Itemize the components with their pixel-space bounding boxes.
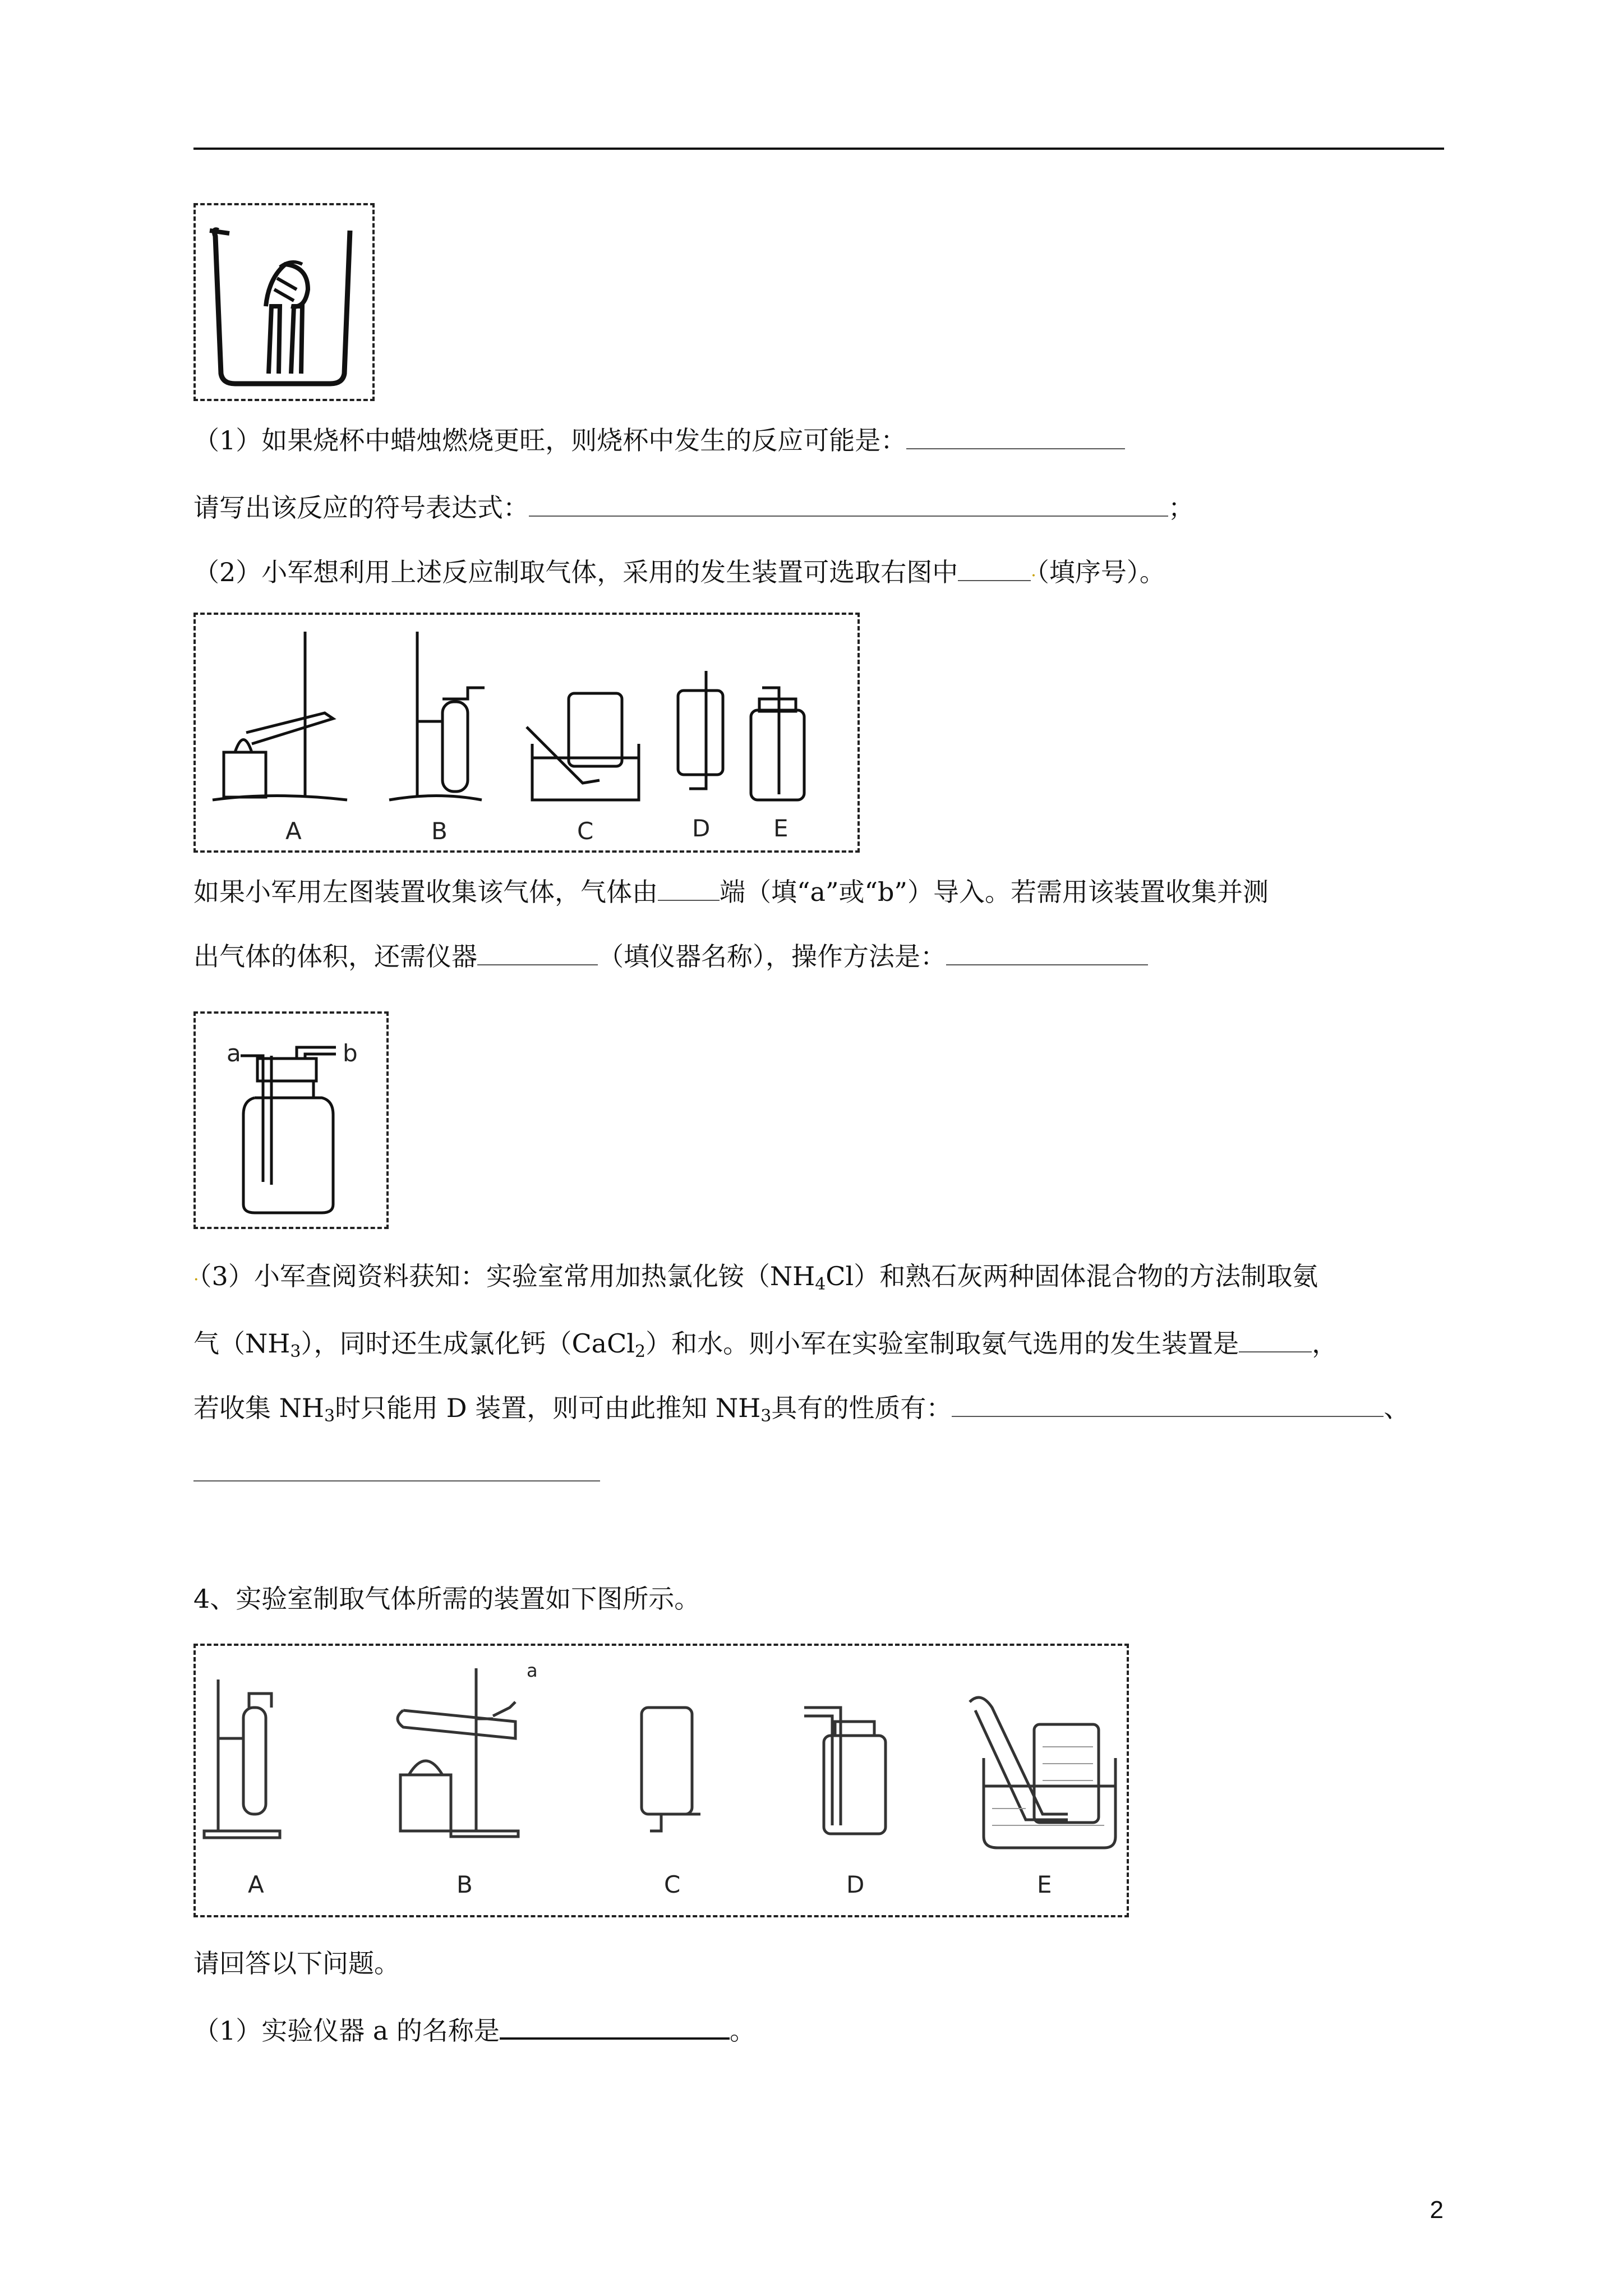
q3-property-text-a: 若收集 NH (193, 1393, 324, 1423)
q3-sub2-text-b: （填序号）。 (1036, 557, 1165, 587)
apparatus-q3-label-e: E (773, 815, 789, 842)
q3-ammonia-sub2: 2 (635, 1342, 646, 1361)
stray-dot: · (1031, 566, 1036, 586)
q3-sub3-text-b: Cl）和熟石灰两种固体混合物的方法制取氨 (826, 1261, 1318, 1291)
q3-sub3-line (193, 1259, 1318, 1301)
q3-property-text-b: 时只能用 D 装置，则可由此推知 NH (335, 1393, 761, 1423)
q3-collect-text-b: 端（填“a”或“b”）导入。若需用该装置收集并测 (720, 877, 1269, 907)
bottle-drawing (196, 1014, 386, 1227)
q3-property-line (193, 1391, 1409, 1433)
apparatus-q3-drawing (196, 615, 857, 850)
apparatus-q4-label-e: E (1037, 1871, 1052, 1898)
q3-collect-line (193, 875, 1269, 909)
q3-device-blank[interactable] (1239, 1330, 1312, 1352)
apparatus-q3-label-b: B (431, 817, 448, 845)
q3-collect-blank[interactable] (658, 878, 720, 901)
q4-sub1-text: （1）实验仪器 a 的名称是 (193, 2016, 500, 2046)
apparatus-figure-q4 (193, 1644, 1129, 1917)
apparatus-q4-label-a: A (248, 1871, 264, 1898)
apparatus-q4-label-a-small: a (527, 1660, 538, 1681)
apparatus-q4-label-d: D (846, 1871, 865, 1898)
apparatus-q3-label-d: D (692, 815, 711, 842)
q3-sub2-line (193, 555, 1165, 593)
q3-ammonia-sub1: 3 (290, 1342, 301, 1361)
apparatus-q4-label-c: C (664, 1871, 681, 1898)
q3-sub3-text-a: （3）小军查阅资料获知：实验室常用加热氯化铵（NH (199, 1261, 815, 1291)
q4-sub1-end: 。 (729, 2016, 755, 2046)
beaker-candle-drawing (196, 205, 372, 399)
q3-equation-end: ； (1168, 493, 1194, 523)
q3-ammonia-end: ， (1312, 1328, 1338, 1359)
bottle-figure (193, 1011, 389, 1229)
bottle-label-b: b (343, 1039, 358, 1067)
q3-property-text-c: 具有的性质有： (771, 1393, 952, 1423)
q3-volume-text-b: （填仪器名称），操作方法是： (598, 941, 946, 972)
q3-equation-line (193, 491, 1194, 524)
q3-property-sub1: 3 (324, 1406, 335, 1426)
apparatus-q4-label-b: B (457, 1871, 473, 1898)
q3-property-sub2: 3 (760, 1406, 772, 1426)
page-number: 2 (1430, 2196, 1444, 2224)
q3-sub3-sub: 4 (815, 1274, 826, 1294)
q3-sub1-text: （1）如果烧杯中蜡烛燃烧更旺，则烧杯中发生的反应可能是： (193, 425, 907, 455)
stray-dot-2: · (193, 1270, 199, 1290)
q3-instrument-blank[interactable] (477, 943, 598, 965)
q4-sub1-blank[interactable] (500, 2016, 730, 2040)
q3-sub1-line (193, 424, 1125, 457)
apparatus-q3-label-c: C (577, 817, 594, 845)
q4-title: 4、实验室制取气体所需的装置如下图所示。 (193, 1584, 700, 1614)
apparatus-figure-q3 (193, 613, 860, 853)
apparatus-q4-drawing (196, 1646, 1127, 1915)
bottle-label-a: a (227, 1039, 241, 1067)
q3-collect-text-a: 如果小军用左图装置收集该气体，气体由 (193, 877, 658, 907)
apparatus-q3-label-a: A (285, 817, 302, 845)
beaker-figure (193, 203, 375, 401)
q3-ammonia-text-b: ），同时还生成氯化钙（CaCl (301, 1328, 635, 1359)
q3-ammonia-text-a: 气（NH (193, 1328, 291, 1359)
header-rule (193, 148, 1444, 150)
q3-property-blank-1[interactable] (952, 1395, 1384, 1417)
q3-equation-blank[interactable] (529, 494, 1168, 517)
q3-ammonia-line (193, 1327, 1338, 1369)
q3-equation-text: 请写出该反应的符号表达式： (193, 493, 529, 523)
q3-property-line-2 (193, 1456, 600, 1489)
q3-sub1-answer-blank[interactable] (906, 427, 1125, 449)
q3-property-blank-2[interactable] (193, 1459, 600, 1481)
q3-volume-text-a: 出气体的体积，还需仪器 (193, 941, 477, 972)
q4-sub1-line (193, 2014, 755, 2047)
q3-sub2-blank[interactable] (958, 559, 1031, 581)
q3-sub2-text-a: （2）小军想利用上述反应制取气体，采用的发生装置可选取右图中 (193, 557, 958, 587)
q3-method-blank[interactable] (946, 943, 1148, 965)
q3-ammonia-text-c: ）和水。则小军在实验室制取氨气选用的发生装置是 (645, 1328, 1239, 1359)
q3-property-end: 、 (1384, 1393, 1410, 1423)
q4-prompt: 请回答以下问题。 (193, 1948, 400, 1978)
q3-volume-line (193, 940, 1148, 973)
